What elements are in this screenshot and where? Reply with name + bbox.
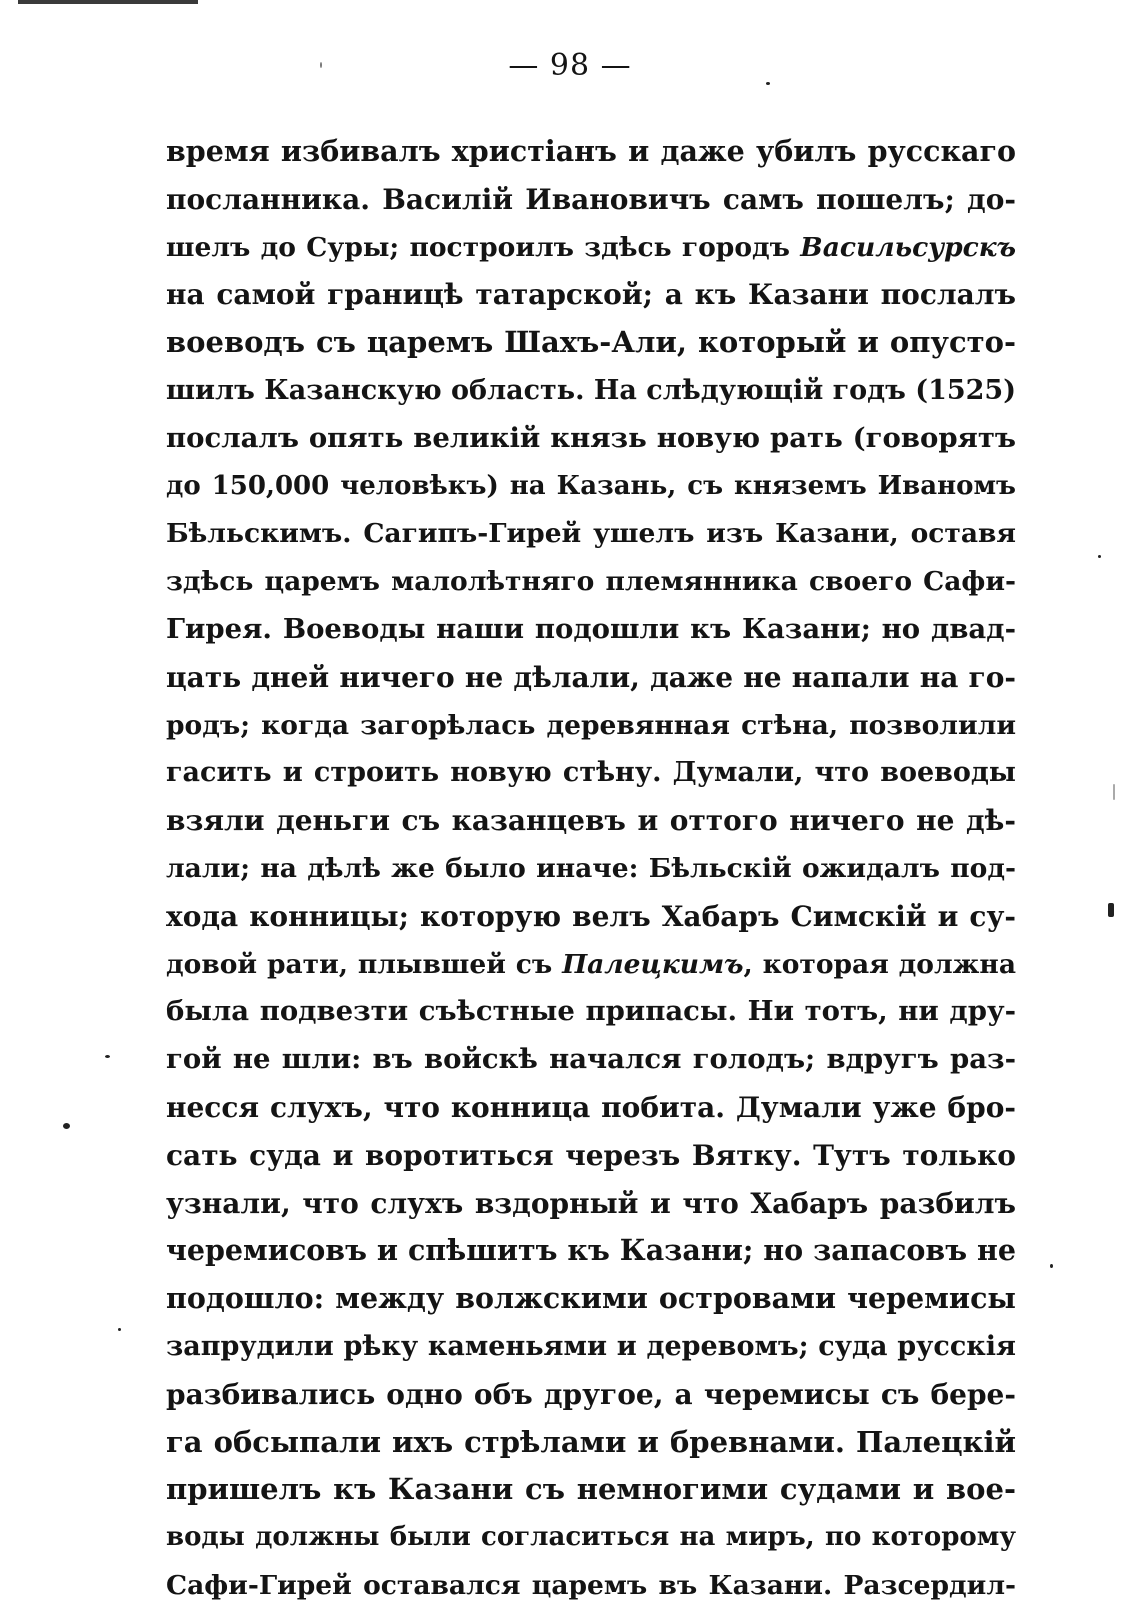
text-line — [166, 654, 1016, 702]
text-line — [166, 415, 1016, 463]
text-line — [166, 1227, 1016, 1275]
text-line — [166, 1371, 1016, 1419]
text-line-run: черемисовъ и спѣшитъ къ Казани; но запасовъ не — [166, 1233, 1016, 1268]
text-line-run: несся слухъ, что конница побита. Думали уже бро- — [166, 1090, 1016, 1124]
text-line — [166, 702, 1016, 750]
italic-name: Васильсурскъ — [800, 231, 1016, 263]
text-line-run: га обсыпали ихъ стрѣлами и бревнами. Палецкій — [166, 1424, 1016, 1459]
text-line — [166, 271, 1016, 319]
text-line-run: до 150,000 человѣкъ) на Казань, съ княземъ Иваномъ — [166, 470, 1016, 501]
text-line-run: шелъ до Суры; построилъ здѣсь городъ — [166, 231, 801, 263]
scan-speck — [320, 62, 322, 68]
text-line — [166, 319, 1016, 367]
text-line-run: цать дней ничего не дѣлали, даже не напали на го- — [166, 660, 1016, 694]
text-line — [166, 893, 1016, 941]
text-line — [166, 941, 1016, 989]
text-line — [166, 1514, 1016, 1562]
text-line — [166, 1466, 1016, 1514]
text-line-run: сать суда и воротиться черезъ Вятку. Тутъ только — [166, 1138, 1016, 1172]
text-line — [166, 176, 1016, 224]
text-line — [166, 606, 1016, 654]
text-line-run: родъ; когда загорѣлась деревянная стѣна, позволили — [166, 709, 1016, 741]
text-line — [166, 845, 1016, 893]
top-rule — [18, 0, 198, 4]
text-line — [166, 510, 1016, 558]
scan-speck — [63, 1123, 70, 1129]
text-line-run: пришелъ къ Казани съ немногими судами и вое- — [166, 1472, 1016, 1507]
text-line-run: воеводъ съ царемъ Шахъ-Али, который и опусто- — [166, 325, 1016, 360]
scan-speck — [1113, 784, 1115, 800]
text-line — [166, 988, 1016, 1036]
text-line — [166, 558, 1016, 606]
italic-name: Палецкимъ — [562, 948, 744, 980]
scan-speck — [105, 1055, 110, 1058]
text-line-run: шилъ Казанскую область. На слѣдующій годъ (1525) — [166, 374, 1016, 406]
text-line-run: гой не шли: въ войскѣ начался голодъ; вдругъ раз- — [166, 1043, 1016, 1076]
text-line — [166, 224, 1016, 272]
text-line — [166, 1180, 1016, 1228]
text-line-run: Сафи-Гирей оставался царемъ въ Казани. Разсердил- — [166, 1569, 1016, 1601]
text-line-run: хода конницы; которую велъ Хабаръ Симскій и су- — [166, 899, 1016, 933]
text-line — [166, 128, 1016, 176]
text-line-run: Бѣльскимъ. Сагипъ-Гирей ушелъ изъ Казани, оставя — [166, 518, 1016, 550]
text-line-run: разбивались одно объ другое, а черемисы съ бере- — [166, 1377, 1016, 1411]
text-line — [166, 797, 1016, 845]
text-line-run: довой рати, плывшей съ — [166, 948, 563, 980]
text-line — [166, 367, 1016, 415]
text-line-run: запрудили рѣку каменьями и деревомъ; суда русскія — [166, 1330, 1016, 1362]
text-line-run: на самой границѣ татарской; а къ Казани послалъ — [166, 278, 1016, 312]
text-line-run: послалъ опять великій князь новую рать (говорятъ — [166, 421, 1016, 454]
text-line-run: время избивалъ христіанъ и даже убилъ русскаго — [166, 134, 1016, 168]
text-line-run: , которая должна — [743, 948, 1016, 980]
text-line-run: гасить и строить новую стѣну. Думали, что воеводы — [166, 757, 1016, 789]
text-line-run: посланника. Василій Ивановичъ самъ пошелъ; до- — [166, 182, 1016, 216]
scan-speck — [1108, 903, 1114, 917]
text-line — [166, 1132, 1016, 1180]
text-line-run: подошло: между волжскими островами черемисы — [166, 1281, 1016, 1316]
body-text — [166, 128, 1016, 1610]
text-line-run: взяли деньги съ казанцевъ и оттого ничего не дѣ- — [166, 804, 1016, 838]
text-line — [166, 463, 1016, 511]
text-line — [166, 749, 1016, 797]
text-line — [166, 1562, 1016, 1610]
text-line — [166, 1275, 1016, 1323]
text-line-run: была подвезти съѣстные припасы. Ни тотъ, ни дру- — [166, 995, 1016, 1028]
text-line — [166, 1036, 1016, 1084]
scan-speck — [1050, 1264, 1053, 1268]
text-line — [166, 1323, 1016, 1371]
text-line — [166, 1084, 1016, 1132]
scan-speck — [766, 82, 770, 85]
text-line-run: воды должны были согласиться на миръ, по которому — [166, 1522, 1016, 1553]
text-line — [166, 1419, 1016, 1467]
text-line-run: Гирея. Воеводы наши подошли къ Казани; но двад- — [166, 612, 1016, 645]
scan-speck — [118, 1328, 121, 1331]
text-line-run: здѣсь царемъ малолѣтняго племянника своего Сафи- — [166, 566, 1016, 598]
text-line-run: лали; на дѣлѣ же было иначе: Бѣльскій ожидалъ под- — [166, 852, 1016, 884]
scan-speck — [1098, 555, 1101, 558]
page-number: — 98 — — [508, 48, 632, 83]
text-line-run: узнали, что слухъ вздорный и что Хабаръ разбилъ — [166, 1186, 1016, 1220]
